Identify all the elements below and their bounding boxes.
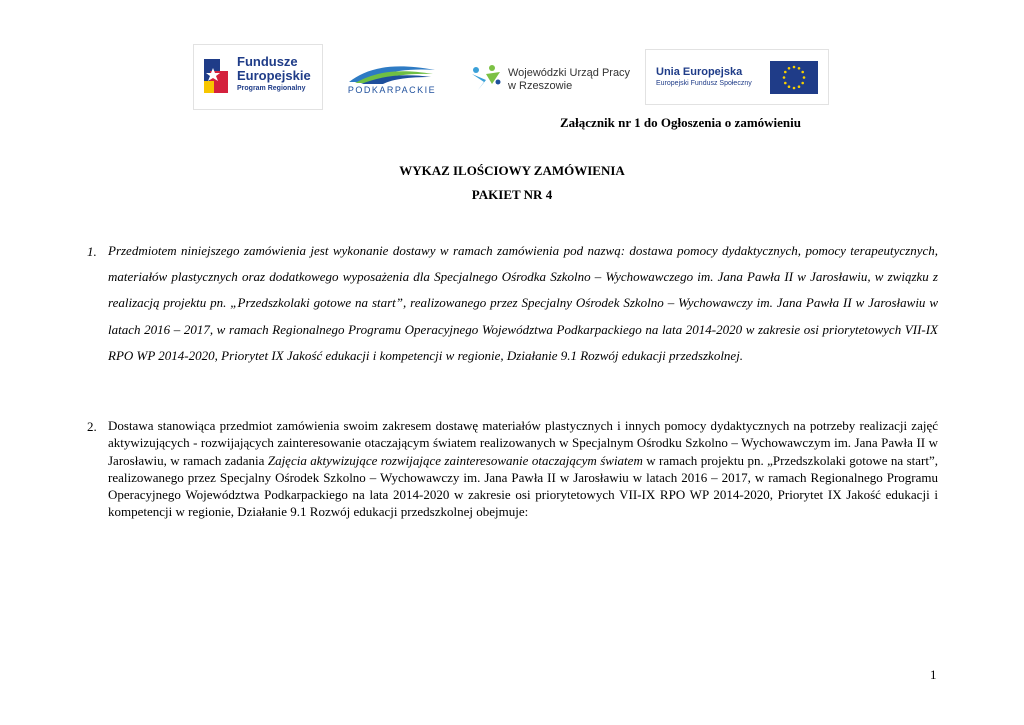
- document-title: WYKAZ ILOŚCIOWY ZAMÓWIENIA: [399, 163, 625, 178]
- podkarpackie-logo-text: PODKARPACKIE: [347, 85, 437, 95]
- attachment-label: Załącznik nr 1 do Ogłoszenia o zamówieniu: [560, 115, 801, 130]
- wup-logo-line2: w Rzeszowie: [508, 80, 573, 92]
- list-item-text-part-a: Dostawa stanowiąca przedmiot zamówienia swoim zakresem dostawę materiałów plastycznych i innych pomocy dydaktycznych na potrzeby realizacji zajęć aktywizujących - rozwijających zainteresowanie otaczającym światem realizowanych w Specjalnym Ośrodku Szkolno – Wychowawczym im. Jana Pawła II w Jarosławiu, w ramach zadania: [108, 418, 938, 468]
- ue-logo-line1: Unia Europejska: [656, 66, 743, 78]
- list-item-text: [108, 417, 938, 521]
- list-item-text-part-c: w ramach projektu pn. „Przedszkolaki gotowe na start”, realizowanego przez Specjalny Ośrodek Szkolno – Wychowawczy im. Jana Pawła II w Jarosławiu w latach 2016 – 2017, w ramach Regionalnego Programu Operacyjnego Województwa Podkarpackiego na lata 2014-2020 w zakresie osi priorytetowych VII-IX RPO WP 2014-2020, Priorytet IX Jakość edukacji i kompetencji w regionie, Działanie 9.1 Rozwój edukacji przedszkolnej obejmuje:: [108, 452, 938, 520]
- wup-logo-line1: Wojewódzki Urząd Pracy: [508, 67, 631, 79]
- unia-europejska-logo: [645, 49, 829, 105]
- fe-logo-line2: Europejskie: [237, 68, 311, 83]
- podkarpackie-hills-icon: [347, 60, 437, 84]
- fundusze-europejskie-logo: [193, 44, 323, 110]
- fe-logo-line1: Fundusze: [237, 54, 298, 69]
- list-item-text: Przedmiotem niniejszego zamówienia jest wykonanie dostawy w ramach zamówienia pod nazwą: dostawa pomocy dydaktycznych, pomocy terapeutycznych, materiałów plastycznych oraz dodatkowego wyposażenia dla Specjalnego Ośrodka Szkolno – Wychowawczego im. Jana Pawła II w Jarosławiu, w związku z realizacją projektu pn. „Przedszkolaki gotowe na start”, realizowanego przez Specjalny Ośrodek Szkolno – Wychowawczy im. Jana Pawła II w Jarosławiu w latach 2016 – 2017, w ramach Regionalnego Programu Operacyjnego Województwa Podkarpackiego na lata 2014-2020 w zakresie osi priorytetowych VII-IX RPO WP 2014-2020, Priorytet IX Jakość edukacji i kompetencji w regionie, Działanie 9.1 Rozwój edukacji przedszkolnej.: [108, 243, 938, 363]
- eu-flag-icon: [770, 61, 818, 94]
- list-item-number: 2.: [87, 419, 97, 434]
- page-number: 1: [930, 667, 937, 682]
- fe-star-icon: [200, 55, 232, 97]
- wup-rzeszow-logo: [468, 58, 634, 98]
- fe-logo-line3: Program Regionalny: [237, 85, 306, 92]
- task-name: Zajęcia aktywizujące rozwijające zainteresowanie otaczającym światem: [267, 452, 643, 468]
- podkarpackie-logo: [342, 58, 442, 98]
- wup-emblem-icon: [470, 62, 504, 94]
- list-item-number: 1.: [87, 244, 97, 259]
- ue-logo-line2: Europejski Fundusz Społeczny: [656, 80, 752, 87]
- package-number: PAKIET NR 4: [471, 187, 553, 202]
